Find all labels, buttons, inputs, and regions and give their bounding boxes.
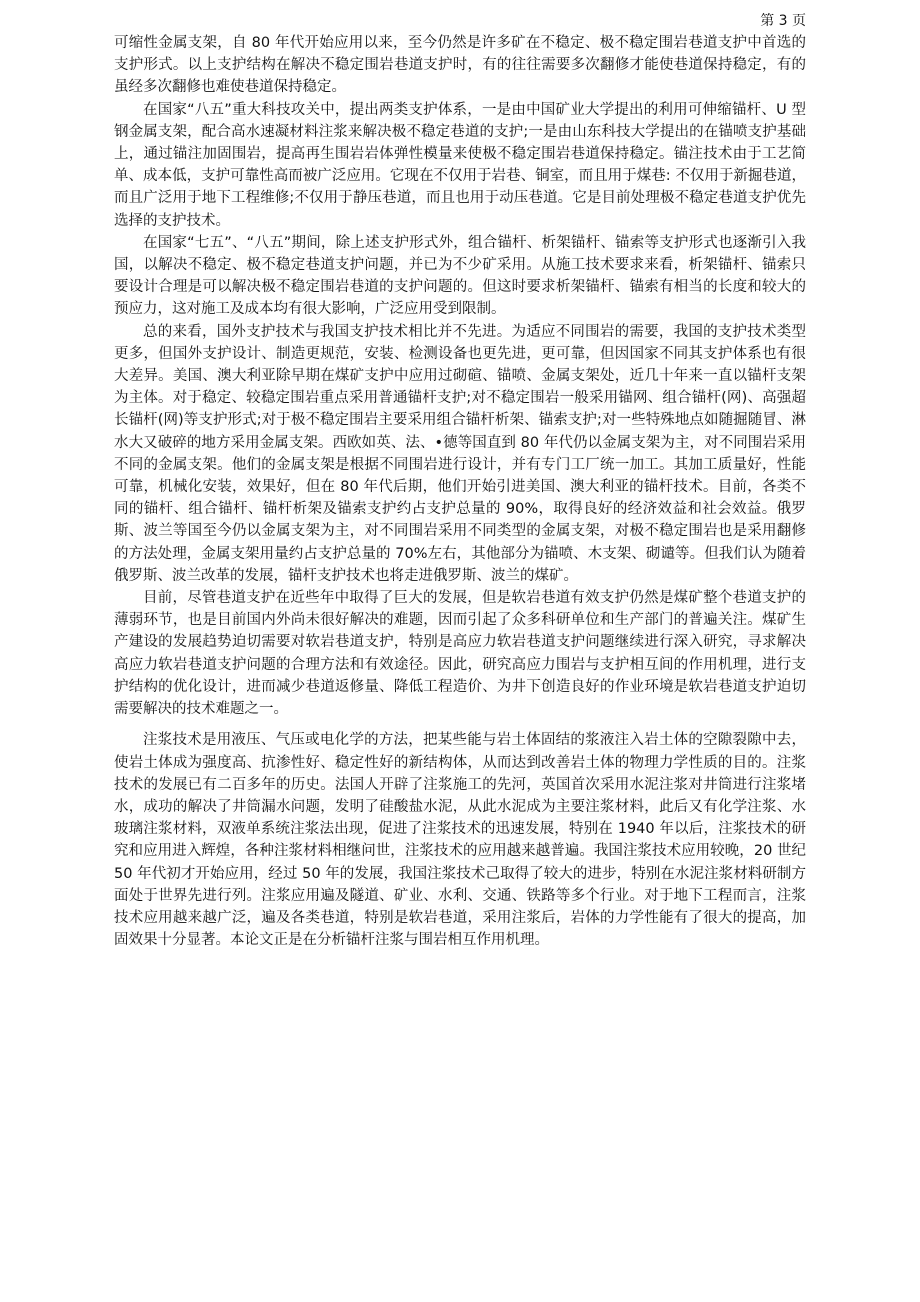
paragraph-5: 目前，尽管巷道支护在近些年中取得了巨大的发展，但是软岩巷道有效支护仍然是煤矿整个巷道支护的薄弱环节，也是目前国内外尚未很好解决的难题，因而引起了众多科研单位和生产部门的普遍关注。煤矿生产建设的发展趋势迫切需要对软岩巷道支护，特别是高应力软岩巷道支护问题继续进行深入研究，寻求解决高应力软岩巷道支护问题的合理方法和有效途径。因此，研究高应力围岩与支护相互间的作用机理，进行支护结构的优化设计，进而减少巷道返修量、降低工程造价、为井下创造良好的作业环境是软岩巷道支护迫切需要解决的技术难题之一。 — [114, 590, 806, 718]
paragraph-3: 在国家“七五”、“八五”期间，除上述支护形式外，组合锚杆、析架锚杆、锚索等支护形式也逐渐引入我国，以解决不稳定、极不稳定巷道支护问题，并已为不少矿采用。从施工技术要求来看，析架锚杆、锚索只要设计合理是可以解决极不稳定围岩巷道的支护问题的。但这时要求析架锚杆、锚索有相当的长度和较大的预应力，这对施工及成本均有很大影响，广泛应用受到限制。 — [114, 234, 806, 318]
body-text — [114, 32, 806, 951]
paragraph-4: 总的来看，国外支护技术与我国支护技术相比并不先进。为适应不同围岩的需要，我国的支护技术类型更多，但国外支护设计、制造更规范，安装、检测设备也更先进，更可靠，但因国家不同其支护体系也有很大差异。美国、澳大利亚除早期在煤矿支护中应用过砌碹、锚喷、金属支架处，近几十年来一直以锚杆支架为主体。对于稳定、较稳定围岩重点采用普通锚杆支护;对不稳定围岩一般采用锚网、组合锚杆(网)、高强超长锚杆(网)等支护形式;对于极不稳定围岩主要采用组合锚杆析架、锚索支护;对一些特殊地点如随掘随冒、淋水大又破碎的地方采用金属支架。西欧如英、法、•德等国直到 80 年代仍以金属支架为主，对不同围岩采用不同的金属支架。他们的金属支架是根据不同围岩进行设计，并有专门工厂统一加工。其加工质量好，性能可靠，机械化安装，效果好，但在 80 年代后期，他们开始引进美国、澳大利亚的锚杆技术。目前，各类不同的锚杆、组合锚杆、锚杆析架及锚索支护约占支护总量的 90%，取得良好的经济效益和社会效益。俄罗斯、波兰等国至今仍以金属支架为主，对不同围岩采用不同类型的金属支架，对极不稳定围岩也是采用翻修的方法处理，金属支架用量约占支护总量的 70%左右，其他部分为锚喷、木支架、砌谴等。但我们认为随着俄罗斯、波兰改革的发展，锚杆支护技术也将走进俄罗斯、波兰的煤矿。 — [114, 323, 806, 584]
paragraph-1: 可缩性金属支架，自 80 年代开始应用以来，至今仍然是许多矿在不稳定、极不稳定围岩巷道支护中首选的支护形式。以上支护结构在解决不稳定围岩巷道支护时，有的往往需要多次翻修才能使巷道保持稳定，有的虽经多次翻修也难使巷道保持稳定。 — [114, 35, 806, 96]
paragraph-6: 注浆技术是用液压、气压或电化学的方法，把某些能与岩土体固结的浆液注入岩土体的空隙裂隙中去，使岩土体成为强度高、抗渗性好、稳定性好的新结构体，从而达到改善岩土体的物理力学性质的目的。注浆技术的发展已有二百多年的历史。法国人开辟了注浆施工的先河，英国首次采用水泥注浆对井筒进行注浆堵水，成功的解决了井筒漏水问题，发明了硅酸盐水泥，从此水泥成为主要注浆材料，此后又有化学注浆、水玻璃注浆材料，双液单系统注浆法出现，促进了注浆技术的迅速发展，特别在 1940 年以后，注浆技术的研究和应用进入辉煌，各种注浆材料相继问世，注浆技术的应用越来越普遍。我国注浆技术应用较晚，20 世纪 50 年代初才开始应用，经过 50 年的发展，我国注浆技术己取得了较大的进步，特别在水泥注浆材料研制方面处于世界先进行列。注浆应用遍及隧道、矿业、水利、交通、铁路等多个行业。对于地下工程而言，注浆技术应用越来越广泛，遍及各类巷道，特别是软岩巷道，采用注浆后，岩体的力学性能有了很大的提高，加固效果十分显著。本论文正是在分析锚杆注浆与围岩相互作用机理。 — [114, 732, 806, 949]
page-number: 第 3 页 — [760, 13, 806, 29]
paragraph-2: 在国家“八五”重大科技攻关中，提出两类支护体系，一是由中国矿业大学提出的利用可伸缩锚杆、U 型钢金属支架，配合高水速凝材料注浆来解决极不稳定巷道的支护;一是由山东科技大学提出的在锚喷支护基础上，通过锚注加固围岩，提高再生围岩岩体弹性模量来使极不稳定围岩巷道保持稳定。锚注技术由于工艺简单、成本低，支护可靠性高而被广泛应用。它现在不仅用于岩巷、铜室，而且用于煤巷: 不仅用于新掘巷道，而且广泛用于地下工程维修;不仅用于静压巷道，而且也用于动压巷道。它是目前处理极不稳定巷道支护优先选择的支护技术。 — [114, 101, 806, 229]
